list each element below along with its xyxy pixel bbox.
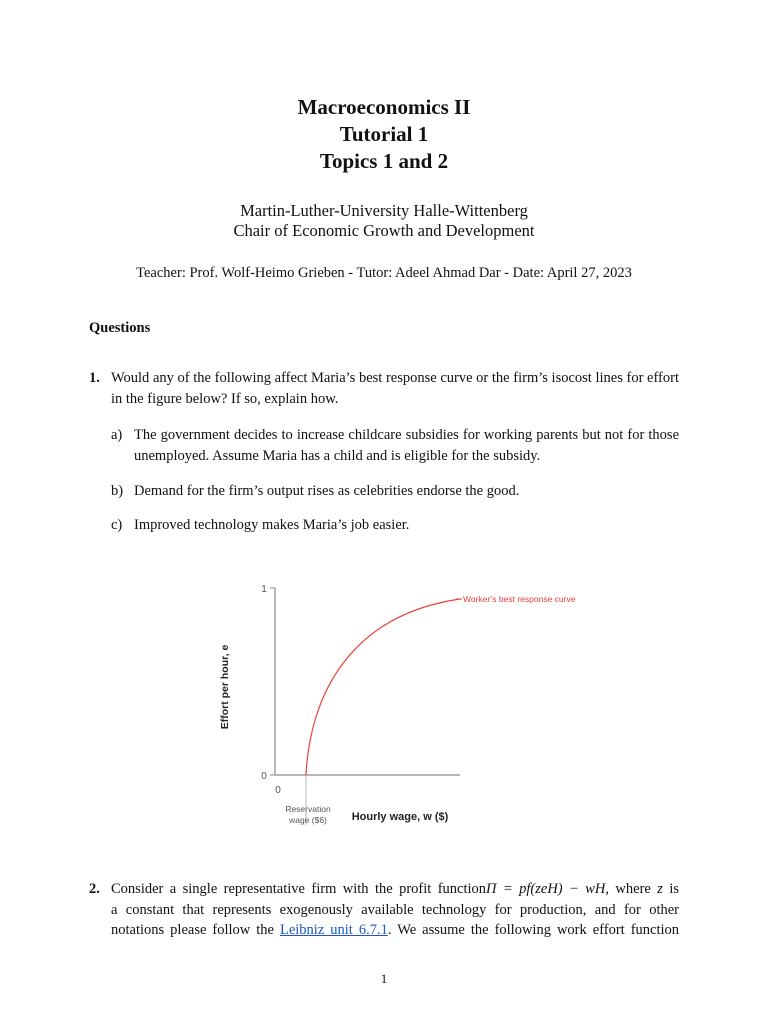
question-1-text: Would any of the following affect Maria’s best response curve or the firm’s isocost lines for effort in the figure below? If so, explain how. bbox=[111, 370, 679, 407]
x-axis-label: Hourly wage, w ($) bbox=[351, 811, 449, 823]
profit-function-formula: Π = pf(zeH) − wH, bbox=[486, 881, 609, 897]
question-2-line-1-lead: Consider a single representative firm with the profit function bbox=[111, 881, 487, 897]
variable-z: z bbox=[657, 881, 663, 897]
question-2-line-3-lead: notations please follow the bbox=[111, 922, 274, 938]
reservation-wage-label-line2: wage ($6) bbox=[289, 815, 327, 825]
y-axis-label: Effort per hour, e bbox=[219, 644, 231, 730]
question-1c-text: Improved technology makes Maria’s job easier. bbox=[134, 517, 410, 533]
question-1c-label: c) bbox=[111, 517, 123, 533]
question-1a-text: The government decides to increase childcare subsidies for working parents but not for those unemployed. Assume Maria has a child and is eligible for the subsidy. bbox=[134, 427, 679, 464]
chair-name: Chair of Economic Growth and Development bbox=[233, 221, 535, 240]
document-subtitle-topics: Topics 1 and 2 bbox=[319, 149, 449, 173]
page-number: 1 bbox=[380, 971, 388, 986]
best-response-curve bbox=[306, 599, 460, 775]
document-subtitle-tutorial: Tutorial 1 bbox=[339, 122, 429, 146]
question-2-line-3 bbox=[111, 920, 679, 941]
y-tick-label-0: 0 bbox=[261, 771, 267, 782]
questions-heading: Questions bbox=[89, 320, 151, 336]
question-2-line-2: a constant that represents exogenously available technology for production, and for other bbox=[111, 901, 679, 918]
question-1b-label: b) bbox=[111, 483, 124, 499]
question-2-is: is bbox=[669, 881, 680, 897]
question-1b-text: Demand for the firm’s output rises as celebrities endorse the good. bbox=[134, 483, 520, 499]
teacher-line: Teacher: Prof. Wolf-Heimo Grieben - Tutor: Adeel Ahmad Dar - Date: April 27, 2023 bbox=[136, 265, 632, 281]
document-title: Macroeconomics II bbox=[297, 95, 471, 119]
x-tick-label-0: 0 bbox=[275, 785, 281, 796]
university-name: Martin-Luther-University Halle-Wittenberg bbox=[240, 201, 528, 220]
leibniz-unit-link[interactable]: Leibniz unit 6.7.1 bbox=[279, 922, 388, 938]
question-2-text bbox=[111, 879, 679, 941]
question-1-number: 1. bbox=[89, 370, 100, 386]
y-tick-label-1: 1 bbox=[261, 584, 267, 595]
best-response-chart bbox=[200, 575, 600, 835]
question-1a-label: a) bbox=[111, 427, 123, 443]
question-2-line-3-tail: . We assume the following work effort function bbox=[387, 922, 680, 938]
series-label-best-response: Worker’s best response curve bbox=[463, 594, 576, 604]
question-2-where: where bbox=[615, 881, 651, 897]
question-2-line-1 bbox=[111, 879, 679, 900]
question-2-number: 2. bbox=[89, 881, 100, 897]
reservation-wage-label-line1: Reservation bbox=[285, 804, 331, 814]
